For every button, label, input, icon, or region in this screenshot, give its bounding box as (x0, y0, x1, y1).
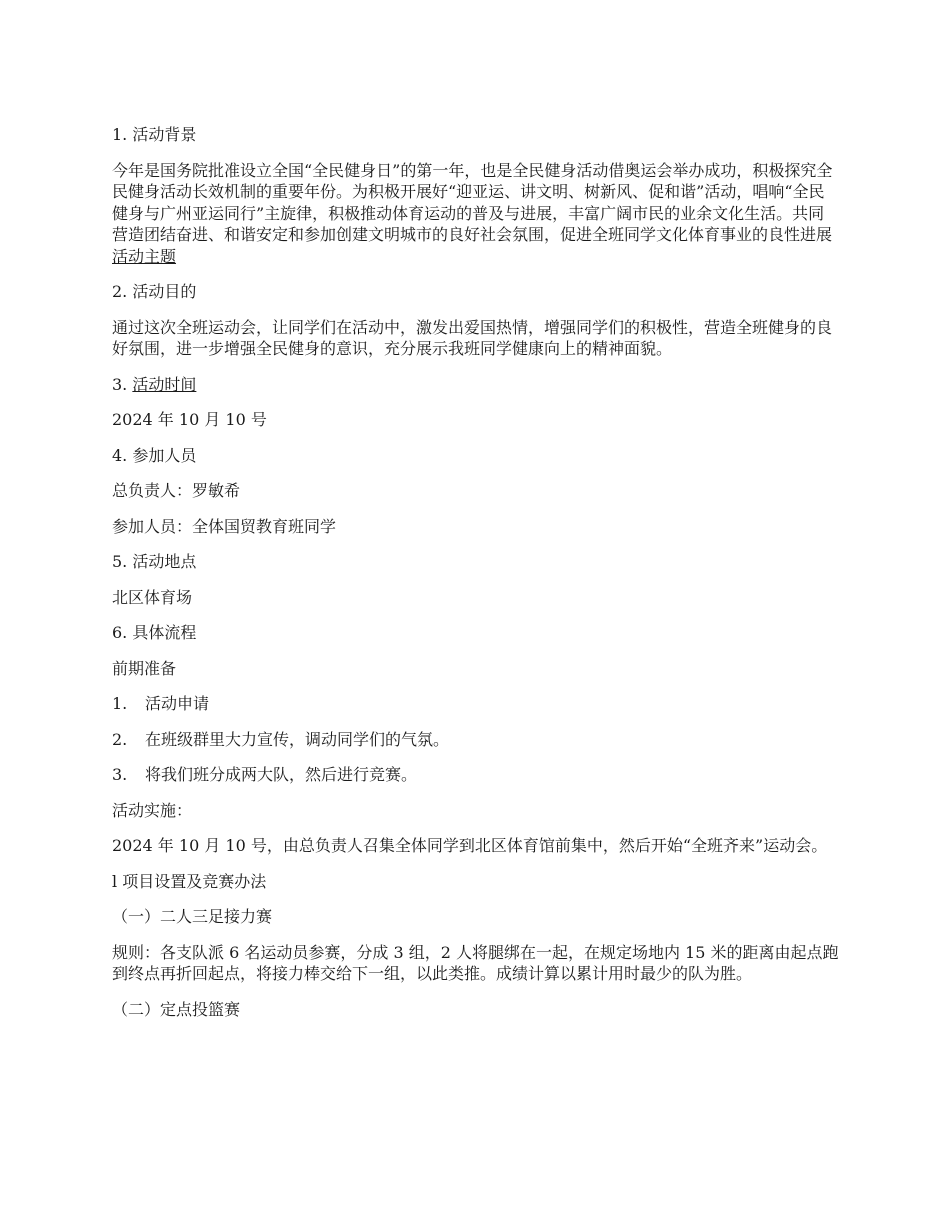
section-heading-process: 6. 具体流程 (112, 623, 197, 642)
participants-line: 参加人员：全体国贸教育班同学 (112, 516, 337, 536)
list-item-number: 3. (112, 765, 128, 784)
section-heading-location: 5. 活动地点 (112, 552, 197, 571)
list-item-number: 1. (112, 694, 128, 713)
section-heading-participants: 4. 参加人员 (112, 445, 197, 465)
list-item-text: 在班级群里大力宣传，调动同学们的气氛。 (145, 729, 450, 749)
location-value: 北区体育场 (112, 587, 193, 607)
section-heading-time (112, 374, 840, 396)
document-page (112, 124, 840, 1034)
time-heading-number: 3. (112, 374, 133, 394)
event1-heading: （一）二人三足接力赛 (112, 907, 273, 926)
implementation-paragraph: 2024 年 10 月 10 号，由总负责人召集全体同学到北区体育馆前集中，然后开始“全班齐来”运动会。 (112, 836, 828, 855)
list-item (112, 729, 840, 751)
activity-theme-link[interactable]: 活动主题 (112, 246, 177, 266)
list-item-number: 2. (112, 729, 128, 749)
time-value: 2024 年 10 月 10 号 (112, 410, 267, 429)
prep-heading: 前期准备 (112, 658, 177, 678)
events-heading: l 项目设置及竞赛办法 (112, 871, 267, 891)
list-item (112, 764, 840, 786)
section-heading-purpose: 2. 活动目的 (112, 282, 197, 301)
event2-heading: （二）定点投篮赛 (112, 999, 241, 1019)
background-text: 今年是国务院批准设立全国“全民健身日”的第一年，也是全民健身活动借奥运会举办成功，积极探究全民健身活动长效机制的重要年份。为积极开展好“迎亚运、讲文明、树新风、促和谐”活动，唱响“全民健身与广州亚运同行”主旋律，积极推动体育运动的普及与进展，丰富广阔市民的业余文化生活。共同营造团结奋进、和谐安定和参加创建文明城市的良好社会氛围，促进全班同学文化体育事业的良性进展 (112, 160, 833, 244)
time-heading-link[interactable]: 活动时间 (132, 374, 197, 394)
list-item (112, 693, 840, 715)
event1-rules: 规则：各支队派 6 名运动员参赛，分成 3 组，2 人将腿绑在一起，在规定场地内 15 米的距离由起点跑到终点再折回起点，将接力棒交给下一组，以此类推。成绩计算以累计用时最少的队为胜。 (112, 942, 839, 983)
background-paragraph (112, 160, 840, 268)
list-item-text: 活动申请 (145, 694, 210, 713)
leader-line: 总负责人：罗敏希 (112, 481, 241, 500)
purpose-paragraph: 通过这次全班运动会，让同学们在活动中，激发出爱国热情，增强同学们的积极性，营造全班健身的良好氛围，进一步增强全民健身的意识，充分展示我班同学健康向上的精神面貌。 (112, 317, 833, 358)
section-heading-background: 1. 活动背景 (112, 125, 197, 144)
list-item-text: 将我们班分成两大队，然后进行竞赛。 (145, 765, 418, 784)
implementation-heading: 活动实施： (112, 800, 193, 820)
